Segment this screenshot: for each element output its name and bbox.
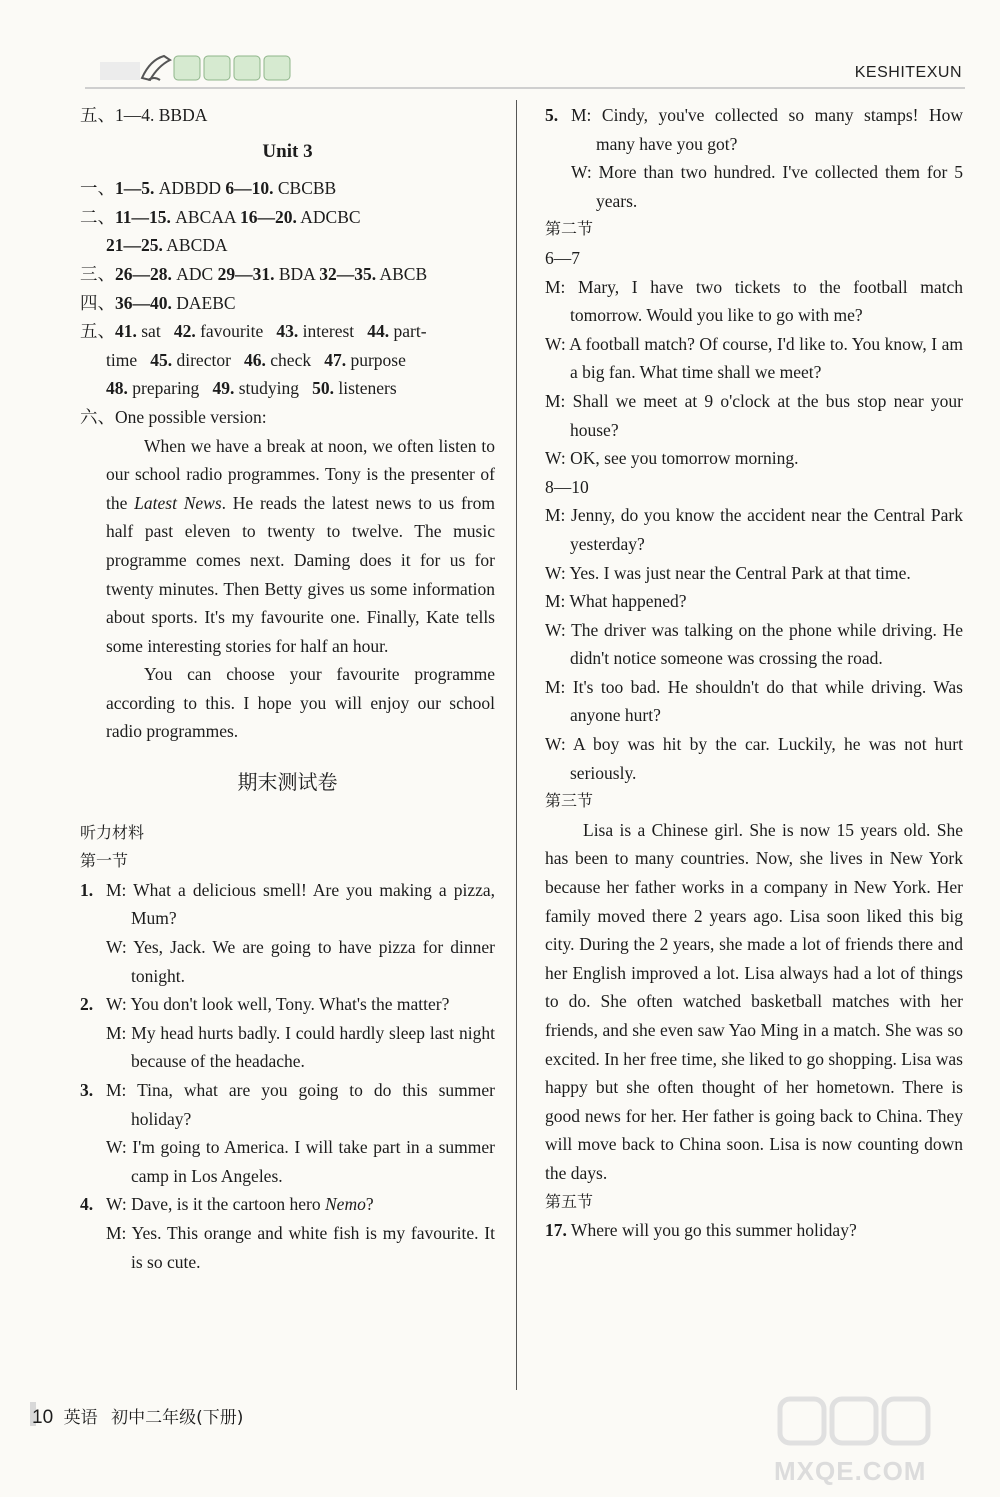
answer-line-3 [80, 231, 495, 260]
essay-text: When we have a break at noon, we often listen to our school radio programmes. Tony is the presenter of the [106, 435, 495, 513]
unit-title: Unit 3 [262, 140, 313, 162]
page-number: 10 [32, 1407, 54, 1428]
item-number: 44. [367, 321, 390, 342]
question-text: Where will you go this summer holiday? [566, 1220, 857, 1241]
dialogue-1-line-w [80, 933, 495, 990]
answer-line-1 [80, 174, 495, 203]
section-6-label: 六、One possible version: [80, 406, 267, 427]
answer-section-label: 一、 [80, 178, 115, 199]
item-number: 47. [324, 349, 347, 370]
page-header [0, 0, 1000, 95]
question-number: 5. [545, 105, 559, 125]
part-1-label: 第一节 [80, 851, 129, 871]
dialogue-line: M: Mary, I have two tickets to the football match tomorrow. Would you like to go with me? [545, 276, 963, 326]
dialogue-line: W: The driver was talking on the phone while driving. He didn't notice someone was crossing the road. [545, 619, 963, 669]
answer-range: 32—35. [319, 263, 377, 284]
watermark-logo [770, 1395, 970, 1490]
answer-range: 1—5. [115, 178, 155, 199]
dialogue-5-line-w [545, 158, 963, 215]
answer-range: 11—15. [115, 206, 171, 227]
essay-paragraph-1 [80, 432, 495, 661]
item-word: listeners [333, 378, 397, 399]
question-number: 17. [545, 1220, 567, 1241]
item-word: preparing [127, 378, 200, 399]
answer-range: 29—31. [217, 263, 275, 284]
item-number: 45. [150, 349, 173, 370]
dialogue-text: M: Yes. This orange and white fish is my favourite. It is so cute. [106, 1222, 495, 1272]
dialogue-4-line-w [80, 1190, 495, 1219]
watermark-seal-icon [884, 1399, 928, 1443]
word-answer-line [80, 374, 495, 403]
answer-values: ABCDA [162, 235, 228, 256]
essay-paragraph-2: You can choose your favourite programme according to this. I hope you will enjoy our school radio programmes. [106, 664, 495, 742]
dialogue-text: W: I'm going to America. I will take part in a summer camp in Los Angeles. [106, 1137, 495, 1186]
dialogue-text: W: You don't look well, Tony. What's the matter? [106, 994, 450, 1015]
brand-text: KESHITEXUN [854, 64, 962, 81]
dialogue-line: W: A football match? Of course, I'd like to. You know, I am a big fan. What time shall we meet? [545, 333, 963, 383]
dialogue-text-part: ? [365, 1194, 374, 1215]
essay-italic-title: Latest News [134, 492, 222, 513]
dialogue-2-line-w [80, 990, 495, 1019]
answer-values: BDA [274, 263, 320, 284]
section-5-word-answers [80, 317, 495, 403]
range-8-10: 8—10 [545, 476, 589, 497]
answer-values: ADC [171, 263, 218, 284]
subject-label: 英语 [63, 1408, 98, 1428]
answer-section-label: 三、 [80, 263, 115, 284]
dialogue-3-line-w [80, 1133, 495, 1190]
item-word: purpose [346, 349, 406, 370]
item-word: studying [234, 378, 299, 399]
answer-range: 16—20. [239, 206, 297, 227]
exam-title: 期末测试卷 [237, 770, 338, 795]
answer-line-5 [80, 289, 495, 318]
dialogue-line: W: OK, see you tomorrow morning. [545, 448, 799, 469]
answer-range: 26—28. [115, 263, 172, 284]
question-number: 1. [80, 879, 94, 900]
dialogue-4-line-m [80, 1219, 495, 1276]
item-word: sat [136, 321, 161, 342]
part-5-label: 第五节 [545, 1191, 594, 1211]
dialogue-italic-name: Nemo [325, 1194, 366, 1215]
answer-values: ABCB [376, 263, 428, 284]
question-17 [545, 1216, 963, 1245]
answer-range: 36—40. [115, 292, 172, 313]
answer-line-2 [80, 203, 495, 232]
dialogue-5-line-m [545, 101, 963, 158]
item-word: part- [389, 321, 427, 342]
answer-values: DAEBC [171, 292, 236, 313]
dialogue-line: M: It's too bad. He shouldn't do that while driving. Was anyone hurt? [545, 676, 963, 726]
item-word: check [265, 349, 312, 370]
dialogue-2-line-m [80, 1019, 495, 1076]
dialogue-text: W: More than two hundred. I've collected them for 5 years. [571, 162, 963, 211]
part-2-label: 第二节 [545, 219, 594, 239]
listening-label: 听力材料 [80, 822, 145, 842]
dialogue-3-line-m [80, 1076, 495, 1133]
column-divider [516, 100, 517, 1390]
question-number: 3. [80, 1080, 94, 1100]
essay-text: . He reads the latest news to us from half past eleven to twenty to twelve. The music programme comes next. Daming does it for us for twenty minutes. Then Betty gives us some information about sports. It's my favourite one. Finally, Kate tells some interesting stories for half an hour. [106, 492, 495, 656]
header-rule [85, 87, 965, 89]
dialogue-text: M: What a delicious smell! Are you making a pizza, Mum? [106, 879, 495, 929]
dialogue-line: W: Yes. I was just near the Central Park at that time. [545, 562, 911, 583]
dialogue-line: M: Jenny, do you know the accident near the Central Park yesterday? [545, 505, 963, 554]
answer-values: CBCBB [273, 178, 337, 199]
dialogue-text [106, 1190, 495, 1219]
dialogue-text: M: Cindy, you've collected so many stamps! How many have you got? [571, 105, 963, 154]
item-word: director [172, 349, 231, 370]
item-number: 50. [312, 378, 334, 399]
range-6-7: 6—7 [545, 247, 580, 268]
left-column [80, 101, 495, 1276]
item-number: 49. [212, 378, 235, 399]
item-word: favourite [195, 321, 264, 342]
item-word: interest [298, 321, 355, 342]
item-word: time [106, 349, 138, 370]
answer-range: 21—25. [106, 235, 163, 256]
dialogue-text: W: Yes, Jack. We are going to have pizza for dinner tonight. [106, 937, 495, 986]
right-column [545, 101, 963, 1245]
item-number: 43. [276, 321, 299, 342]
dialogue-line: W: A boy was hit by the car. Luckily, he was not hurt seriously. [545, 734, 963, 783]
section-5-answers-prev: 五、1—4. BBDA [80, 105, 208, 125]
word-answer-line [80, 346, 495, 375]
item-number: 41. [115, 321, 137, 342]
item-number: 42. [173, 321, 196, 342]
watermark-text: MXQE.COM [774, 1456, 927, 1486]
listening-passage: Lisa is a Chinese girl. She is now 15 years old. She has been to many countries. Now, she lives in New York because her father works in a company in New York. Her family moved there 2 years ago. Lisa soon liked this big city. During the 2 years, she made a lot of friends there and her English improved a lot. Lisa always had a lot of things to do. She often watched basketball matches with her friends, and she even saw Yao Ming in a match. She was so excited. In her free time, she liked to go shopping. Lisa was happy but she often thought of her hometown. There is good news for her. Her father is going back to China. They will move back to China soon. Lisa is now counting down the days. [545, 819, 963, 1183]
page-footer [32, 1403, 243, 1429]
answer-section-label: 二、 [80, 206, 115, 227]
dialogue-text: M: My head hurts badly. I could hardly sleep last night because of the headache. [106, 1022, 495, 1072]
answer-values: ADBDD [154, 178, 226, 199]
question-number: 2. [80, 994, 94, 1015]
word-answer-line: 五、41. sat 42. favourite 43. interest 44. part- [80, 321, 427, 342]
item-number: 48. [106, 378, 128, 399]
grade-label: 初中二年级(下册) [111, 1408, 244, 1428]
answer-section-label: 四、 [80, 292, 115, 313]
part-3-label: 第三节 [545, 791, 594, 811]
answer-line-4 [80, 260, 495, 289]
dialogue-text: M: Tina, what are you going to do this summer holiday? [106, 1080, 495, 1129]
book-pen-logo-icon [100, 48, 300, 84]
dialogue-1-line-m [80, 876, 495, 933]
watermark-seal-icon [832, 1399, 876, 1443]
answer-values: ABCAA [170, 206, 240, 227]
item-number: 46. [244, 349, 266, 370]
dialogue-text-part: W: Dave, is it the cartoon hero [106, 1194, 325, 1215]
dialogue-line: M: Shall we meet at 9 o'clock at the bus stop near your house? [545, 390, 963, 440]
watermark-seal-icon [780, 1399, 824, 1443]
dialogue-line: M: What happened? [545, 591, 687, 612]
answer-range: 6—10. [225, 178, 274, 199]
answer-values: ADCBC [296, 206, 361, 227]
question-number: 4. [80, 1194, 94, 1215]
